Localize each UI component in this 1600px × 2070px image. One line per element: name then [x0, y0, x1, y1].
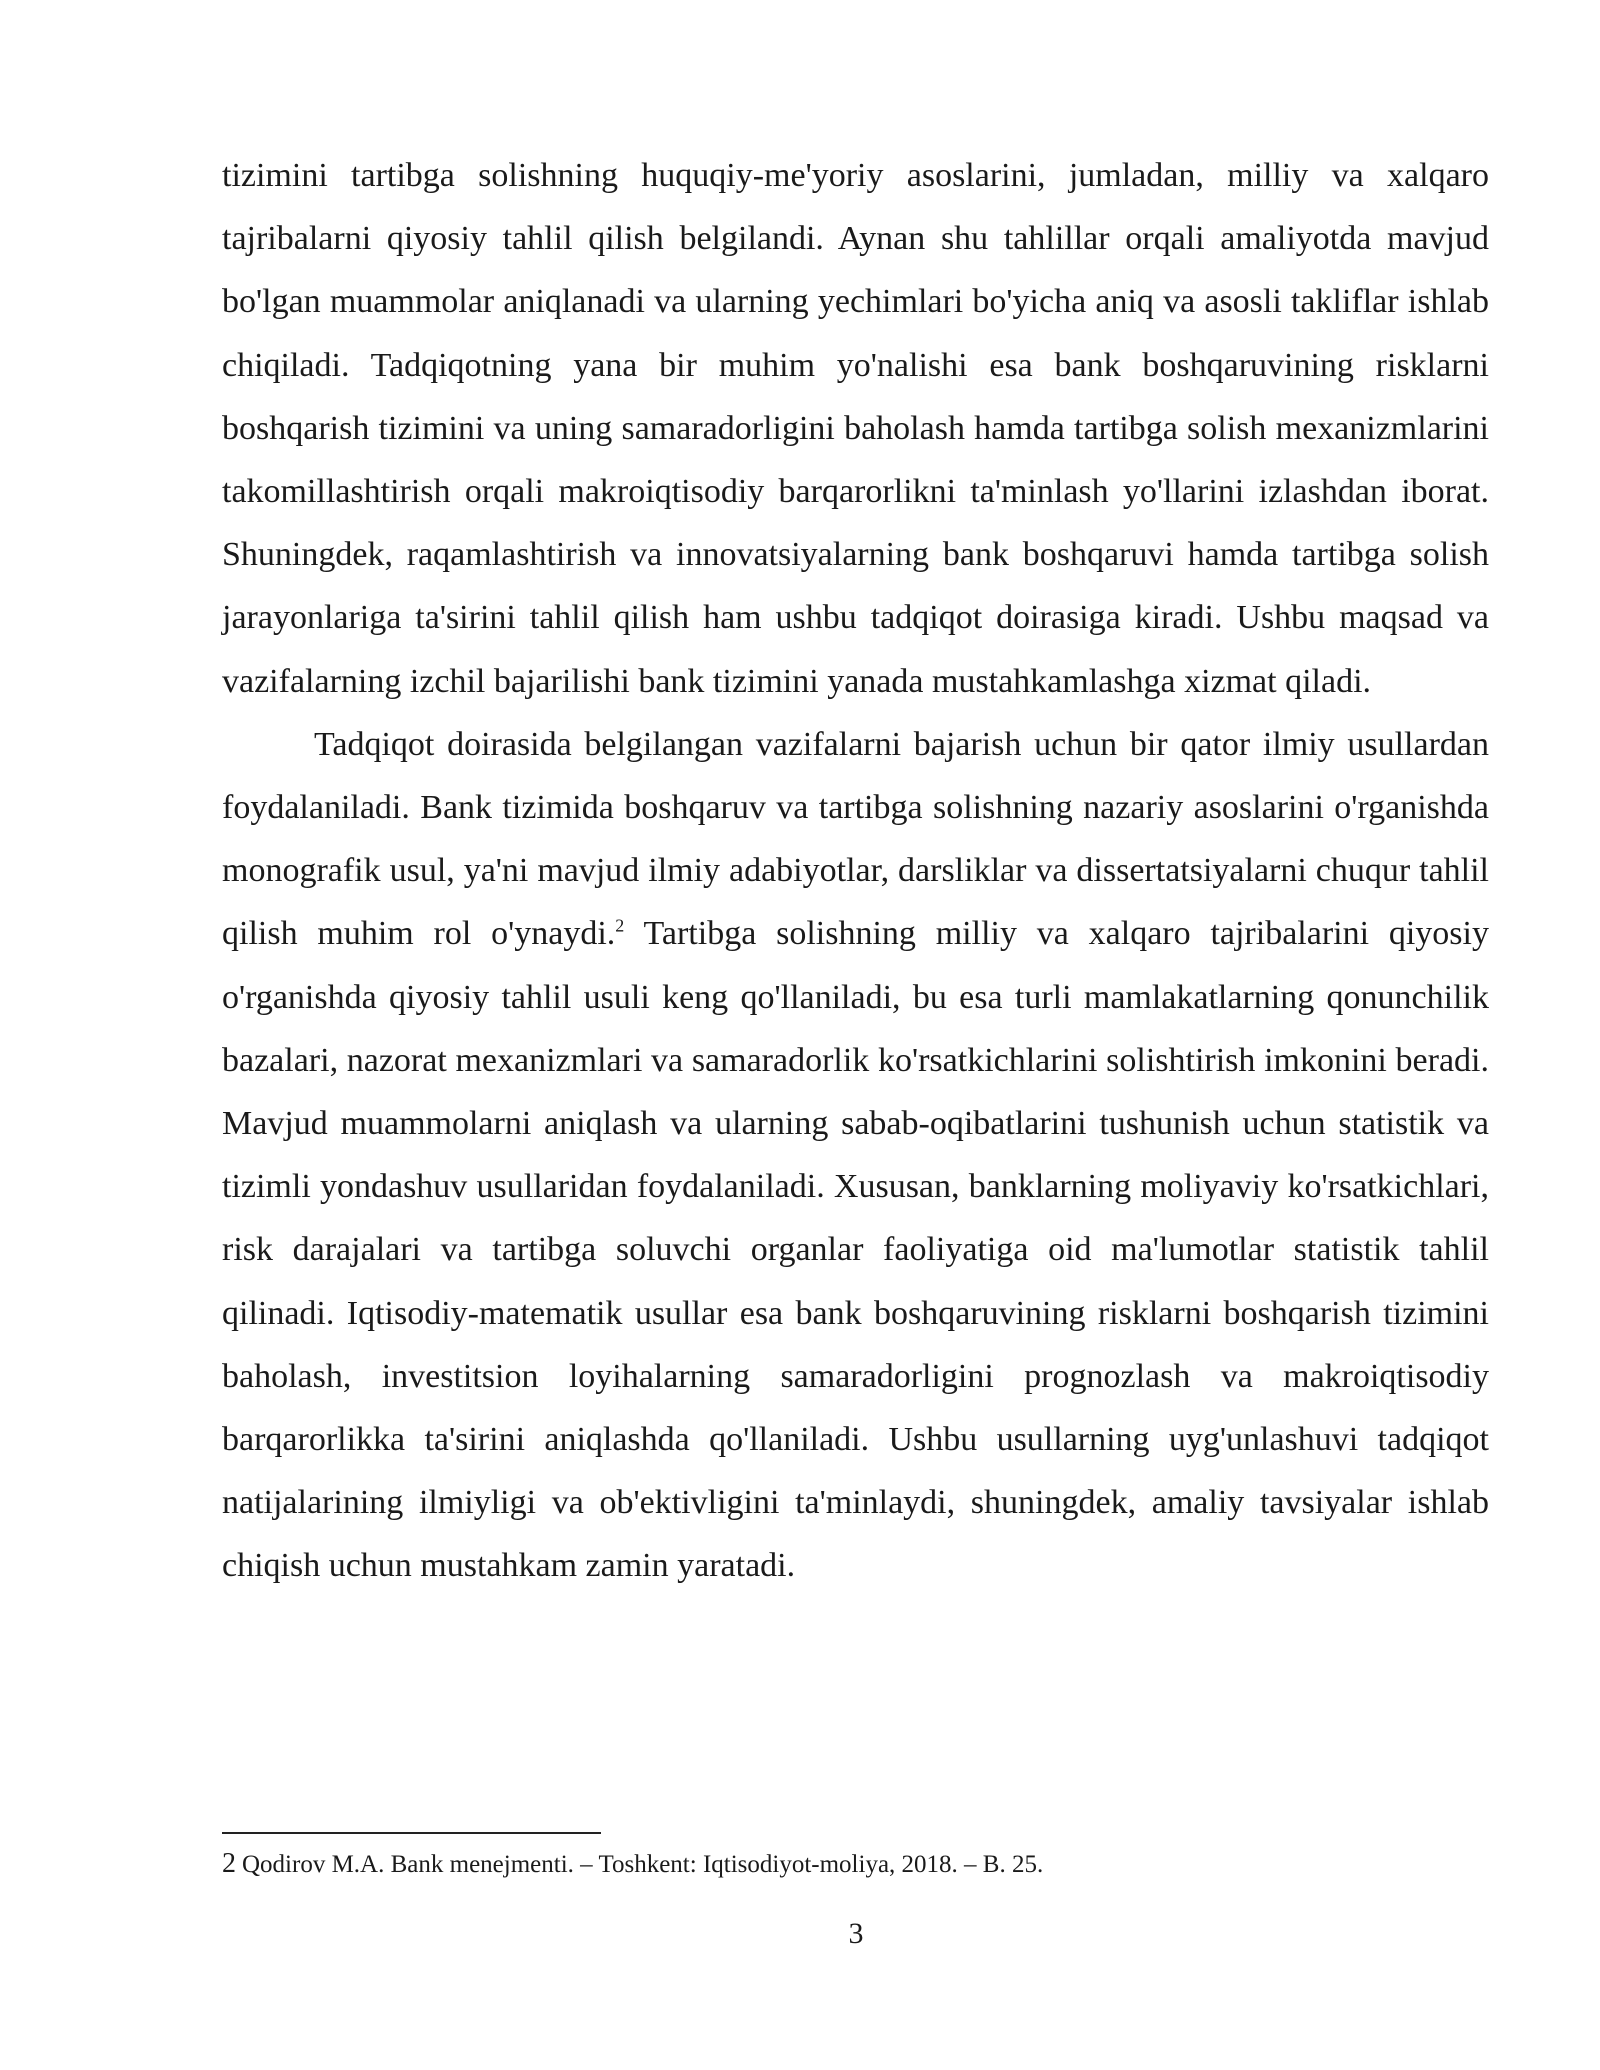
page-number: 3 [848, 1917, 864, 1950]
footnote-separator [222, 1832, 601, 1834]
paragraph-2-text-before-ref: Tadqiqot doirasida belgilangan vazifalarni bajarish uchun bir qator ilmiy usullardan foydalaniladi. Bank tizimida boshqaruv va tartibga solishning nazariy asoslarini o'rganishda monografik usul, ya'ni mavjud ilmiy adabiyotlar, darsliklar va dissertatsiyalarni chuqur tahlil qilish muhim rol o'ynaydi. [222, 725, 1489, 953]
footnote-text: Qodirov M.A. Bank menejmenti. – Toshkent: Iqtisodiyot-moliya, 2018. – B. 25. [242, 1851, 1044, 1878]
footnote-number: 2 [222, 1848, 236, 1879]
paragraph-1: tizimini tartibga solishning huquqiy-me'yoriy asoslarini, jumladan, milliy va xalqaro tajribalarni qiyosiy tahlil qilish belgilandi. Aynan shu tahlillar orqali amaliyotda mavjud bo'lgan muammolar aniqlanadi va ularning yechimlari bo'yicha aniq va asosli takliflar ishlab chiqiladi. Tadqiqotning yana bir muhim yo'nalishi esa bank boshqaruvining risklarni boshqarish tizimini va uning samaradorligini baholash hamda tartibga solish mexanizmlarini takomillashtirish orqali makroiqtisodiy barqarorlikni ta'minlash yo'llarini izlashdan iborat. Shuningdek, raqamlashtirish va innovatsiyalarning bank boshqaruvi hamda tartibga solish jarayonlariga ta'sirini tahlil qilish ham ushbu tadqiqot doirasiga kiradi. Ushbu maqsad va vazifalarning izchil bajarilishi bank tizimini yanada mustahkamlashga xizmat qiladi. [222, 157, 1489, 700]
body-text [222, 144, 1489, 1598]
footnote [222, 1848, 1489, 1881]
paragraph-2-text-after-ref: Tartibga solishning milliy va xalqaro tajribalarini qiyosiy o'rganishda qiyosiy tahlil usuli keng qo'llaniladi, bu esa turli mamlakatlarning qonunchilik bazalari, nazorat mexanizmlari va samaradorlik ko'rsatkichlarini solishtirish imkonini beradi. Mavjud muammolarni aniqlash va ularning sabab-oqibatlarini tushunish uchun statistik va tizimli yondashuv usullaridan foydalaniladi. Xususan, banklarning moliyaviy ko'rsatkichlari, risk darajalari va tartibga soluvchi organlar faoliyatiga oid ma'lumotlar statistik tahlil qilinadi. Iqtisodiy-matematik usullar esa bank boshqaruvining risklarni boshqarish tizimini baholash, investitsion loyihalarning samaradorligini prognozlash va makroiqtisodiy barqarorlikka ta'sirini aniqlashda qo'llaniladi. Ushbu usullarning uyg'unlashuvi tadqiqot natijalarining ilmiyligi va ob'ektivligini ta'minlaydi, shuningdek, amaliy tavsiyalar ishlab chiqish uchun mustahkam zamin yaratadi. [222, 915, 1489, 1585]
paragraph-2 [222, 713, 1489, 1598]
footnote-reference[interactable]: 2 [615, 916, 625, 937]
